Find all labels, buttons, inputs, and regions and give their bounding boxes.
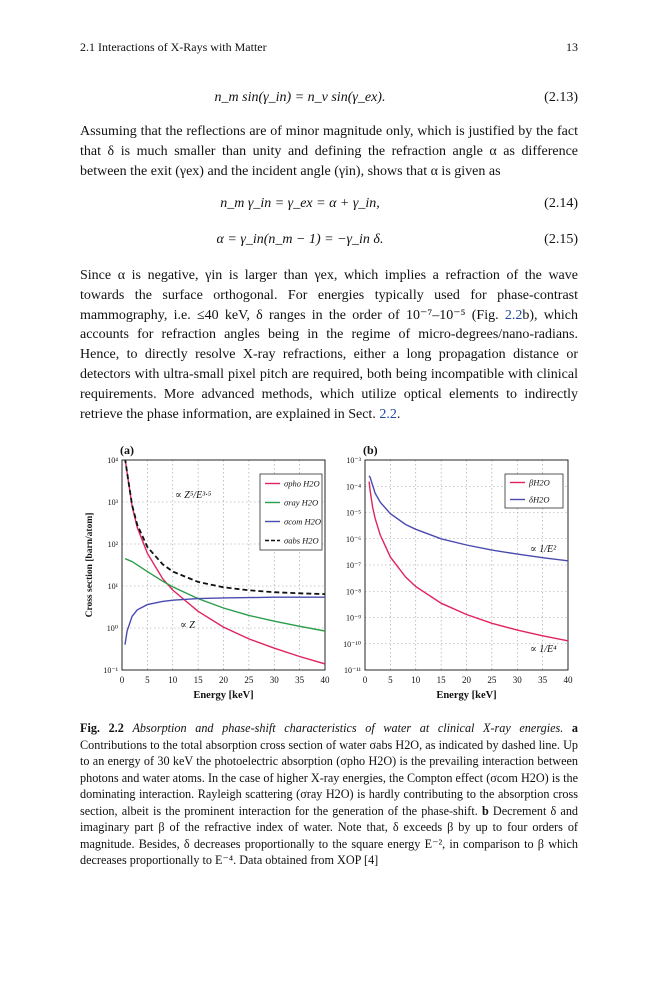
x-tick-label: 15 (193, 675, 203, 685)
paragraph-text: b), which accounts for refraction angles being in the regime of micro-degrees/nano-radians. Hence, to directly resolve X-ray refractions, either a long propagation distance or detectors with ultra-small pixel pitch are required, both being incompatible with clinical requirements. More advanced methods, which utilize optical elements to indirectly retrieve the phase information, are explained in Sect. (80, 307, 578, 422)
x-tick-label: 35 (295, 675, 305, 685)
x-tick-label: 5 (145, 675, 150, 685)
panel-label: (a) (120, 443, 134, 457)
x-axis-label: Energy [keV] (436, 690, 497, 701)
caption-part-a-label: a (571, 721, 579, 735)
figure-caption (80, 720, 578, 869)
page-number: 13 (566, 40, 578, 54)
x-tick-label: 35 (538, 675, 548, 685)
x-tick-label: 15 (436, 675, 446, 685)
x-tick-label: 25 (244, 675, 254, 685)
x-tick-label: 0 (362, 675, 368, 685)
x-tick-label: 20 (462, 675, 471, 685)
x-axis-label: Energy [keV] (193, 690, 254, 701)
x-tick-label: 30 (512, 675, 522, 685)
y-tick-label: 10¹ (107, 582, 118, 591)
x-tick-label: 25 (487, 675, 497, 685)
section-link[interactable]: 2.2 (379, 406, 397, 422)
chart-annotation: ∝ 1/E⁴ (530, 644, 557, 655)
legend-label: σcom H2O (284, 516, 322, 527)
figure-2-2 (80, 440, 580, 710)
y-tick-label: 10⁻¹¹ (343, 666, 361, 675)
caption-label: Fig. 2.2 (80, 721, 124, 735)
x-tick-label: 40 (563, 675, 573, 685)
y-axis-label: Cross section [barn/atom] (85, 512, 95, 618)
legend-label: σpho H2O (284, 478, 320, 489)
figure-link[interactable]: 2.2 (504, 307, 523, 323)
chart-annotation: ∝ Z⁵/E³·⁵ (175, 490, 212, 501)
legend-label: βH2O (529, 477, 550, 488)
y-tick-label: 10⁻³ (346, 456, 361, 465)
y-tick-label: 10² (107, 540, 118, 549)
caption-part-b: Decrement δ and imaginary part β of the refractive index of water. Note that, δ exceeds β by up to four orders of magnitude. Besides, δ decreases proportionally to the square energy E⁻², in comparison to β which decreases proportionally to E⁻⁴. Data obtained from XOP [4] (80, 803, 579, 867)
x-tick-label: 10 (168, 675, 178, 685)
caption-title: Absorption and phase-shift characteristics of water at clinical X-ray energies. (132, 721, 564, 735)
equation-expression: n_m γ_in = γ_ex = α + γ_in, (220, 196, 380, 211)
chart-annotation: ∝ Z (180, 620, 195, 631)
y-tick-label: 10⁻⁶ (345, 534, 361, 544)
x-tick-label: 40 (320, 675, 330, 685)
y-tick-label: 10⁰ (106, 624, 118, 633)
figure-svg (80, 440, 580, 710)
paragraph-1: Assuming that the reflections are of minor magnitude only, which is justified by the fact that δ is much smaller than unity and defining the refraction angle α as difference between the exit (γex) and the incident angle (γin), shows that α is given as (80, 124, 578, 179)
y-tick-label: 10⁻¹ (103, 666, 118, 675)
x-tick-label: 5 (388, 675, 393, 685)
caption-part-b-label: b (481, 803, 489, 818)
equation-expression: n_m sin(γ_in) = n_v sin(γ_ex). (214, 90, 386, 105)
panel-label: (b) (363, 443, 378, 457)
y-tick-label: 10⁻⁵ (345, 508, 361, 518)
y-tick-label: 10³ (107, 498, 118, 507)
x-tick-label: 10 (411, 675, 421, 685)
equation-number: (2.15) (544, 232, 578, 247)
legend-label: σabs H2O (284, 535, 319, 546)
caption-part-a: Contributions to the total absorption cross section of water σabs H2O, as indicated by dashed line. Up to an energy of 30 keV the photoelectric absorption (σpho H2O) is the prevailing interaction between photons and water atoms. In the case of higher X-ray energies, the Compton effect (σcom H2O) is the dominating interaction. Rayleigh scattering (σray H2O) is hardly contributing to the absorption cross section, albeit is the prominent interaction for the generation of the phase-shift. (80, 737, 578, 818)
equation-number: (2.14) (544, 196, 578, 211)
running-header (80, 40, 578, 55)
chart-annotation: ∝ 1/E² (530, 544, 557, 555)
paragraph-text: . (396, 406, 401, 422)
x-tick-label: 30 (269, 675, 279, 685)
legend-label: δH2O (529, 494, 550, 505)
y-tick-label: 10⁴ (107, 456, 118, 465)
y-tick-label: 10⁻⁹ (345, 613, 361, 623)
x-tick-label: 0 (119, 675, 125, 685)
y-tick-label: 10⁻⁸ (345, 587, 361, 597)
x-tick-label: 20 (219, 675, 228, 685)
y-tick-label: 10⁻⁴ (345, 482, 361, 492)
series-line (125, 597, 325, 645)
legend-label: σray H2O (284, 497, 319, 508)
series-line (125, 559, 325, 631)
equation-number: (2.13) (544, 90, 578, 105)
paragraph-text: Since α is negative, γin is larger than γex, which implies a refraction of the wave towards the surface orthogonal. For energies typically used for phase-contrast mammography, i.e. ≤40 keV, δ ranges in the order of 10⁻⁷–10⁻⁵ (Fig. (80, 268, 578, 323)
equation-expression: α = γ_in(n_m − 1) = −γ_in δ. (216, 232, 384, 247)
running-header-section: 2.1 Interactions of X-Rays with Matter (80, 40, 267, 54)
y-tick-label: 10⁻⁷ (345, 561, 361, 570)
y-tick-label: 10⁻¹⁰ (343, 639, 361, 649)
paragraph-2 (80, 266, 578, 424)
